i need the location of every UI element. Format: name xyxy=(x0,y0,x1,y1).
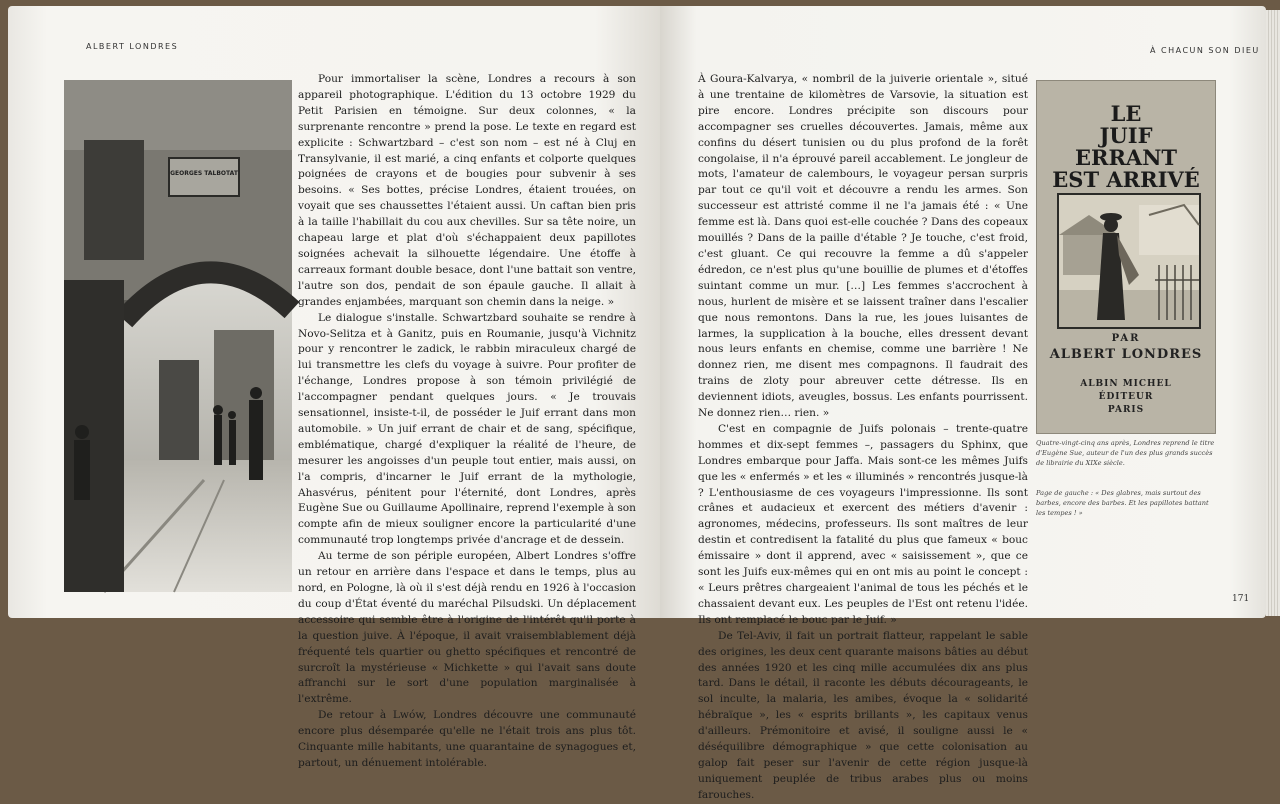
cover-publisher-line: ALBIN MICHEL xyxy=(1080,379,1172,389)
running-head-left: ALBERT LONDRES xyxy=(86,42,179,51)
cover-title-line: LE xyxy=(1110,101,1142,126)
right-paragraph: De Tel-Aviv, il fait un portrait flatteur, rappelant le sable des origines, les deux cent quarante maisons bâties au début des années 1920 et les cinq mille accumulées dix ans plus tard. Dans le détail, il raconte les débuts décourageants, le sol inculte, la malaria, les amibes, évoque la « solidarité hébraïque », les « esprits brillants », les capitaux venus d'ailleurs. Prémonitoire et avisé, il souligne aussi le « déséquilibre démographique » que cette colonisation au galop fait peser sur l'avenir de cette région jusque-là uniquement peuplée de tribus arabes plus ou moins farouches. xyxy=(698,629,1028,801)
left-paragraph: Le dialogue s'installe. Schwartzbard souhaite se rendre à Novo-Selitza et à Ganitz, puis en Roumanie, jusqu'à Vichnitz pour y rencontrer le zadick, le rabbin miraculeux chargé de lui transmettre les clefs du voyage à suivre. Pour profiter de l'échange, Londres propose à son témoin privilégié de l'accompagner pendant quelques jours. « Je trouvais sensationnel, insiste-t-il, de posséder le Juif errant dans mon automobile. » Un juif errant de chair et de sang, spécifique, emblématique, chargé d'expliquer la réalité de l'heure, de mesurer les angoisses d'un peuple tout entier, mais aussi, on l'a compris, d'incarner le Juif errant de la mythologie, Ahasvérus, pénitent pour l'éternité, dont Londres, après Eugène Sue ou Guillaume Apollinaire, reprend l'exemple à son compte afin de mieux souligner encore la particularité d'une communauté trop longtemps privée d'ancrage et de dessein. xyxy=(298,311,636,547)
cover-caption: Quatre-vingt-cinq ans après, Londres reprend le titre d'Eugène Sue, auteur de l'un des plus grands succès de librairie du XIXe siècle. xyxy=(1036,439,1215,467)
street-photo-illustration xyxy=(64,80,292,592)
right-paragraph: À Goura-Kalvarya, « nombril de la juiverie orientale », situé à une trentaine de kilomètres de Varsovie, la situation est pire encore. Londres précipite son discours pour accompagner ses cruelles découvertes. Jamais, même aux confins du désert tunisien ou du plus profond de la forêt congolaise, il n'a éprouvé pareil accablement. Le jongleur de mots, l'amateur de calembours, le voyageur persan surpris par tout ce qu'il voit et découvre a rendu les armes. Son successeur est attristé comme il ne l'a jamais été : « Une femme est là. Dans quoi est-elle couchée ? Dans des copeaux mouillés ? Dans de la paille d'étable ? Je touche, c'est froid, c'est gluant. Ce qui recouvre la femme a dû s'appeler édredon, ce n'est plus qu'une bouillie de plumes et d'étoffes suintant comme un mur. […] Les femmes s'accrochent à nous, hurlent de misère et se laissent traîner dans l'escalier que nous remontons. Dans la rue, les joues luisantes de larmes, la supplication à la bouche, elles dressent devant nous leurs enfants en chemise, comme une barrière ! Ne donnez rien, me disent mes compagnons. Il faudrait des trains de zloty pour abreuver cette détresse. Ils en deviennent idiots, aveugles, bossus. Les enfants pourrissent. Ne donnez rien… rien. » xyxy=(698,73,1028,420)
photo-caption: Page de gauche : « Des glabres, mais surtout des barbes, encore des barbes. Et les papillotes battant les tempes ! » xyxy=(1036,489,1209,517)
page-stack-edge xyxy=(1266,10,1280,616)
left-text-column xyxy=(298,72,636,772)
cover-author: ALBERT LONDRES xyxy=(1049,347,1203,362)
book-cover-image xyxy=(1036,80,1216,434)
photo-shop-sign: GEORGES TALBOTAT xyxy=(170,170,238,177)
cover-title-line: ERRANT xyxy=(1074,145,1178,170)
cover-title-line: EST ARRIVÉ xyxy=(1052,167,1200,192)
cover-title-line: JUIF xyxy=(1099,123,1153,148)
right-paragraph: C'est en compagnie de Juifs polonais – trente-quatre hommes et dix-sept femmes –, passagers du Sphinx, que Londres embarque pour Jaffa. Mais sont-ce les mêmes Juifs que les « enfermés » et les « illuminés » rencontrés jusque-là ? L'enthousiasme de ces voyageurs l'impressionne. Ils sont crânes et audacieux et exercent des métiers d'avenir : agronomes, médecins, professeurs. Ils sont maîtres de leur destin et contredisent la fatalité du plus que fameux « bouc émissaire » dont il apprend, avec « saisissement », que ce sont les Juifs eux-mêmes qui en ont mis au point le concept : « Leurs prêtres chargeaient l'animal de tous les péchés et le chassaient devant eux. Les peuples de l'Est ont retenu l'idée. Ils ont remplacé le bouc par le Juif. » xyxy=(698,422,1028,626)
right-text-column xyxy=(698,72,1028,804)
cover-publisher-line: ÉDITEUR xyxy=(1098,392,1154,402)
left-paragraph: De retour à Lwów, Londres découvre une communauté encore plus désemparée qu'elle ne l'était trois ans plus tôt. Cinquante mille habitants, une quarantaine de synagogues et, partout, un dénuement intolérable. xyxy=(298,709,636,769)
right-page xyxy=(660,6,1266,801)
left-page xyxy=(8,6,660,769)
cover-publisher-line: PARIS xyxy=(1107,405,1145,415)
left-paragraph: Au terme de son périple européen, Albert Londres s'offre un retour en arrière dans l'espace et dans le temps, plus au nord, en Pologne, là où il s'est déjà rendu en 1926 à l'occasion du coup d'État éventé du maréchal Pilsudski. Un déplacement accessoire qui semble être à l'origine de l'intérêt qu'il porte à la question juive. À l'époque, il avait vraisemblablement déjà fréquenté tels quartier ou ghetto spécifiques et rencontré de surcroît la mystérieuse « Michkette » qui l'avait sans doute affranchi sur le sort d'une population marginalisée à l'extrême. xyxy=(298,550,636,706)
street-photo xyxy=(64,80,292,592)
left-paragraph: Pour immortaliser la scène, Londres a recours à son appareil photographique. L'édition du 13 octobre 1929 du Petit Parisien en témoigne. Sur deux colonnes, « la surprenante rencontre » prend la pose. Le texte en regard est explicite : Schwartzbard – c'est son nom – est né à Cluj en Transylvanie, il est marié, a cinq enfants et colporte quelques poignées de crayons et de bougies pour subvenir à ses besoins. « Ses bottes, précise Londres, étaient trouées, on voyait que ses chaussettes l'étaient aussi. Un caftan bien pris à la taille l'habillait du cou aux chevilles. Sur sa tête noire, un chapeau large et plat d'où s'échappaient deux papillotes soignées achevait la silhouette légendaire. Une étoffe à carreaux formant double besace, dont l'une battait son ventre, l'autre son dos, pendait de son épaule gauche. Il allait à grandes enjambées, marquant son chemin dans la neige. » xyxy=(298,73,636,308)
cover-illustration xyxy=(1057,193,1201,329)
page-number: 171 xyxy=(1232,594,1250,604)
running-head-right: À CHACUN SON DIEU xyxy=(1150,46,1260,55)
cover-par: PAR xyxy=(1111,333,1141,344)
